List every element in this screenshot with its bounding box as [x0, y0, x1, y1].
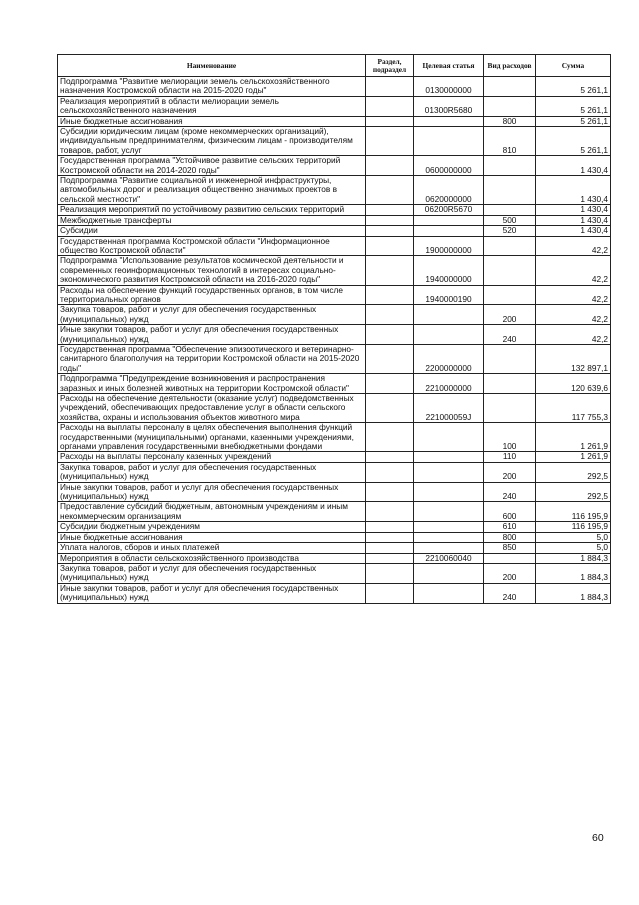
cell-name: Закупка товаров, работ и услуг для обеспечения государственных (муниципальных) нужд [58, 305, 366, 325]
table-row [58, 77, 611, 97]
header-expense-type: Вид расходов [484, 55, 536, 77]
table-row [58, 96, 611, 116]
cell-section [366, 77, 414, 97]
cell-expense-type: 610 [484, 522, 536, 532]
table-row [58, 553, 611, 563]
cell-expense-type [484, 344, 536, 373]
cell-section [366, 285, 414, 305]
cell-name: Иные закупки товаров, работ и услуг для обеспечения государственных (муниципальных) нужд [58, 325, 366, 345]
cell-expense-type [484, 553, 536, 563]
cell-section [366, 256, 414, 285]
cell-expense-type: 800 [484, 532, 536, 542]
budget-table [57, 54, 611, 604]
cell-amount: 1 430,4 [536, 156, 611, 176]
cell-name: Предоставление субсидий бюджетным, автономным учреждениям и иным некоммерческим организациям [58, 502, 366, 522]
cell-expense-type [484, 285, 536, 305]
cell-expense-type: 200 [484, 305, 536, 325]
cell-section [366, 116, 414, 126]
cell-expense-type [484, 236, 536, 256]
table-row [58, 394, 611, 423]
cell-expense-type [484, 156, 536, 176]
table-row [58, 452, 611, 462]
cell-amount: 120 639,6 [536, 374, 611, 394]
cell-target-article: 1940000000 [414, 256, 484, 285]
cell-section [366, 522, 414, 532]
table-row [58, 563, 611, 583]
cell-section [366, 563, 414, 583]
cell-name: Субсидии юридическим лицам (кроме некоммерческих организаций), индивидуальным предпринимателям, физическим лицам - производителям товаров, работ, услуг [58, 127, 366, 156]
cell-amount: 117 755,3 [536, 394, 611, 423]
table-row [58, 236, 611, 256]
cell-name: Расходы на выплаты персоналу в целях обеспечения выполнения функций государственными (муниципальными) органами, казенными учреждениями, органами управления государственными внебюджетными фондами [58, 423, 366, 452]
cell-amount: 5 261,1 [536, 96, 611, 116]
cell-target-article [414, 127, 484, 156]
cell-target-article: 0620000000 [414, 176, 484, 205]
cell-name: Расходы на выплаты персоналу казенных учреждений [58, 452, 366, 462]
header-section: Раздел, подраздел [366, 55, 414, 77]
cell-name: Субсидии [58, 226, 366, 236]
cell-section [366, 374, 414, 394]
table-row [58, 256, 611, 285]
cell-target-article: 01300R5680 [414, 96, 484, 116]
cell-section [366, 215, 414, 225]
cell-target-article [414, 116, 484, 126]
table-body [58, 77, 611, 604]
cell-section [366, 502, 414, 522]
table-row [58, 462, 611, 482]
cell-expense-type: 240 [484, 482, 536, 502]
cell-target-article [414, 452, 484, 462]
cell-section [366, 532, 414, 542]
table-row [58, 543, 611, 553]
cell-expense-type: 240 [484, 583, 536, 603]
cell-name: Государственная программа "Устойчивое развитие сельских территорий Костромской области на 2014-2020 годы" [58, 156, 366, 176]
cell-amount: 1 430,4 [536, 176, 611, 205]
cell-amount: 116 195,9 [536, 522, 611, 532]
cell-section [366, 452, 414, 462]
cell-target-article [414, 226, 484, 236]
cell-section [366, 482, 414, 502]
cell-section [366, 423, 414, 452]
cell-expense-type: 200 [484, 462, 536, 482]
cell-amount: 116 195,9 [536, 502, 611, 522]
cell-amount: 292,5 [536, 482, 611, 502]
cell-name: Подпрограмма "Предупреждение возникновения и распространения заразных и иных болезней животных на территории Костромской области" [58, 374, 366, 394]
cell-expense-type [484, 176, 536, 205]
cell-target-article: 1900000000 [414, 236, 484, 256]
table-row [58, 532, 611, 542]
cell-name: Подпрограмма "Развитие социальной и инженерной инфраструктуры, автомобильных дорог и реализация общественно значимых проектов в сельской местности" [58, 176, 366, 205]
cell-name: Иные бюджетные ассигнования [58, 532, 366, 542]
cell-target-article [414, 532, 484, 542]
cell-expense-type [484, 96, 536, 116]
cell-section [366, 156, 414, 176]
cell-expense-type [484, 374, 536, 394]
cell-amount: 1 884,3 [536, 563, 611, 583]
cell-amount: 1 884,3 [536, 583, 611, 603]
cell-amount: 42,2 [536, 256, 611, 285]
cell-target-article [414, 215, 484, 225]
cell-target-article [414, 502, 484, 522]
cell-expense-type: 810 [484, 127, 536, 156]
cell-amount: 42,2 [536, 305, 611, 325]
cell-section [366, 344, 414, 373]
table-header-row [58, 55, 611, 77]
cell-name: Межбюджетные трансферты [58, 215, 366, 225]
cell-name: Государственная программа Костромской области "Информационное общество Костромской области" [58, 236, 366, 256]
cell-name: Подпрограмма "Развитие мелиорации земель сельскохозяйственного назначения Костромской области на 2015-2020 годы" [58, 77, 366, 97]
table-row [58, 325, 611, 345]
cell-target-article [414, 423, 484, 452]
cell-expense-type: 850 [484, 543, 536, 553]
cell-target-article: 221000059J [414, 394, 484, 423]
table-row [58, 215, 611, 225]
header-amount: Сумма [536, 55, 611, 77]
cell-name: Закупка товаров, работ и услуг для обеспечения государственных (муниципальных) нужд [58, 462, 366, 482]
cell-amount: 42,2 [536, 285, 611, 305]
cell-section [366, 462, 414, 482]
cell-expense-type [484, 205, 536, 215]
cell-amount: 1 261,9 [536, 423, 611, 452]
cell-target-article: 0130000000 [414, 77, 484, 97]
cell-target-article: 06200R5670 [414, 205, 484, 215]
table-row [58, 344, 611, 373]
cell-amount: 292,5 [536, 462, 611, 482]
cell-amount: 42,2 [536, 236, 611, 256]
cell-amount: 5 261,1 [536, 127, 611, 156]
cell-target-article: 2210060040 [414, 553, 484, 563]
cell-section [366, 96, 414, 116]
table-row [58, 205, 611, 215]
cell-amount: 5,0 [536, 532, 611, 542]
cell-section [366, 127, 414, 156]
cell-target-article [414, 583, 484, 603]
table-row [58, 176, 611, 205]
cell-amount: 1 430,4 [536, 215, 611, 225]
cell-section [366, 226, 414, 236]
table-row [58, 305, 611, 325]
cell-expense-type: 600 [484, 502, 536, 522]
cell-name: Иные закупки товаров, работ и услуг для обеспечения государственных (муниципальных) нужд [58, 583, 366, 603]
cell-target-article [414, 305, 484, 325]
table-row [58, 127, 611, 156]
cell-expense-type [484, 394, 536, 423]
cell-amount: 5,0 [536, 543, 611, 553]
cell-expense-type: 240 [484, 325, 536, 345]
table-row [58, 423, 611, 452]
cell-amount: 5 261,1 [536, 77, 611, 97]
cell-expense-type: 520 [484, 226, 536, 236]
cell-amount: 132 897,1 [536, 344, 611, 373]
cell-target-article [414, 563, 484, 583]
cell-section [366, 305, 414, 325]
table-row [58, 285, 611, 305]
cell-section [366, 205, 414, 215]
cell-target-article: 0600000000 [414, 156, 484, 176]
cell-expense-type [484, 256, 536, 285]
cell-amount: 5 261,1 [536, 116, 611, 126]
cell-amount: 1 884,3 [536, 553, 611, 563]
cell-expense-type: 100 [484, 423, 536, 452]
cell-target-article [414, 522, 484, 532]
cell-name: Расходы на обеспечение функций государственных органов, в том числе территориальных органов [58, 285, 366, 305]
table-row [58, 116, 611, 126]
table-row [58, 583, 611, 603]
cell-expense-type: 500 [484, 215, 536, 225]
cell-target-article: 2200000000 [414, 344, 484, 373]
table-row [58, 156, 611, 176]
cell-amount: 42,2 [536, 325, 611, 345]
cell-target-article: 2210000000 [414, 374, 484, 394]
table-row [58, 522, 611, 532]
cell-name: Реализация мероприятий в области мелиорации земель сельскохозяйственного назначения [58, 96, 366, 116]
cell-target-article [414, 482, 484, 502]
cell-name: Реализация мероприятий по устойчивому развитию сельских территорий [58, 205, 366, 215]
cell-expense-type: 200 [484, 563, 536, 583]
cell-section [366, 543, 414, 553]
cell-section [366, 583, 414, 603]
table-row [58, 502, 611, 522]
cell-section [366, 236, 414, 256]
cell-section [366, 394, 414, 423]
table-row [58, 226, 611, 236]
cell-name: Субсидии бюджетным учреждениям [58, 522, 366, 532]
table-row [58, 482, 611, 502]
cell-amount: 1 261,9 [536, 452, 611, 462]
cell-expense-type: 800 [484, 116, 536, 126]
cell-target-article [414, 543, 484, 553]
cell-amount: 1 430,4 [536, 205, 611, 215]
cell-expense-type [484, 77, 536, 97]
cell-name: Иные бюджетные ассигнования [58, 116, 366, 126]
cell-section [366, 325, 414, 345]
cell-target-article: 1940000190 [414, 285, 484, 305]
cell-name: Государственная программа "Обеспечение эпизоотического и ветеринарно-санитарного благополучия на территории Костромской области на 2015-2020 годы" [58, 344, 366, 373]
cell-target-article [414, 462, 484, 482]
cell-amount: 1 430,4 [536, 226, 611, 236]
cell-name: Уплата налогов, сборов и иных платежей [58, 543, 366, 553]
header-target-article: Целевая статья [414, 55, 484, 77]
cell-target-article [414, 325, 484, 345]
cell-name: Иные закупки товаров, работ и услуг для обеспечения государственных (муниципальных) нужд [58, 482, 366, 502]
cell-name: Расходы на обеспечение деятельности (оказание услуг) подведомственных учреждений, обеспечивающих предоставление услуг в области сельского хозяйства, охраны и использования объектов животного мира [58, 394, 366, 423]
cell-name: Мероприятия в области сельскохозяйственного производства [58, 553, 366, 563]
cell-section [366, 176, 414, 205]
cell-name: Подпрограмма "Использование результатов космической деятельности и современных геоинформационных технологий в интересах социально-экономического развития Костромской области на 2016-2020 годы" [58, 256, 366, 285]
cell-section [366, 553, 414, 563]
table-row [58, 374, 611, 394]
page-number: 60 [592, 832, 604, 844]
header-name: Наименование [58, 55, 366, 77]
cell-expense-type: 110 [484, 452, 536, 462]
cell-name: Закупка товаров, работ и услуг для обеспечения государственных (муниципальных) нужд [58, 563, 366, 583]
